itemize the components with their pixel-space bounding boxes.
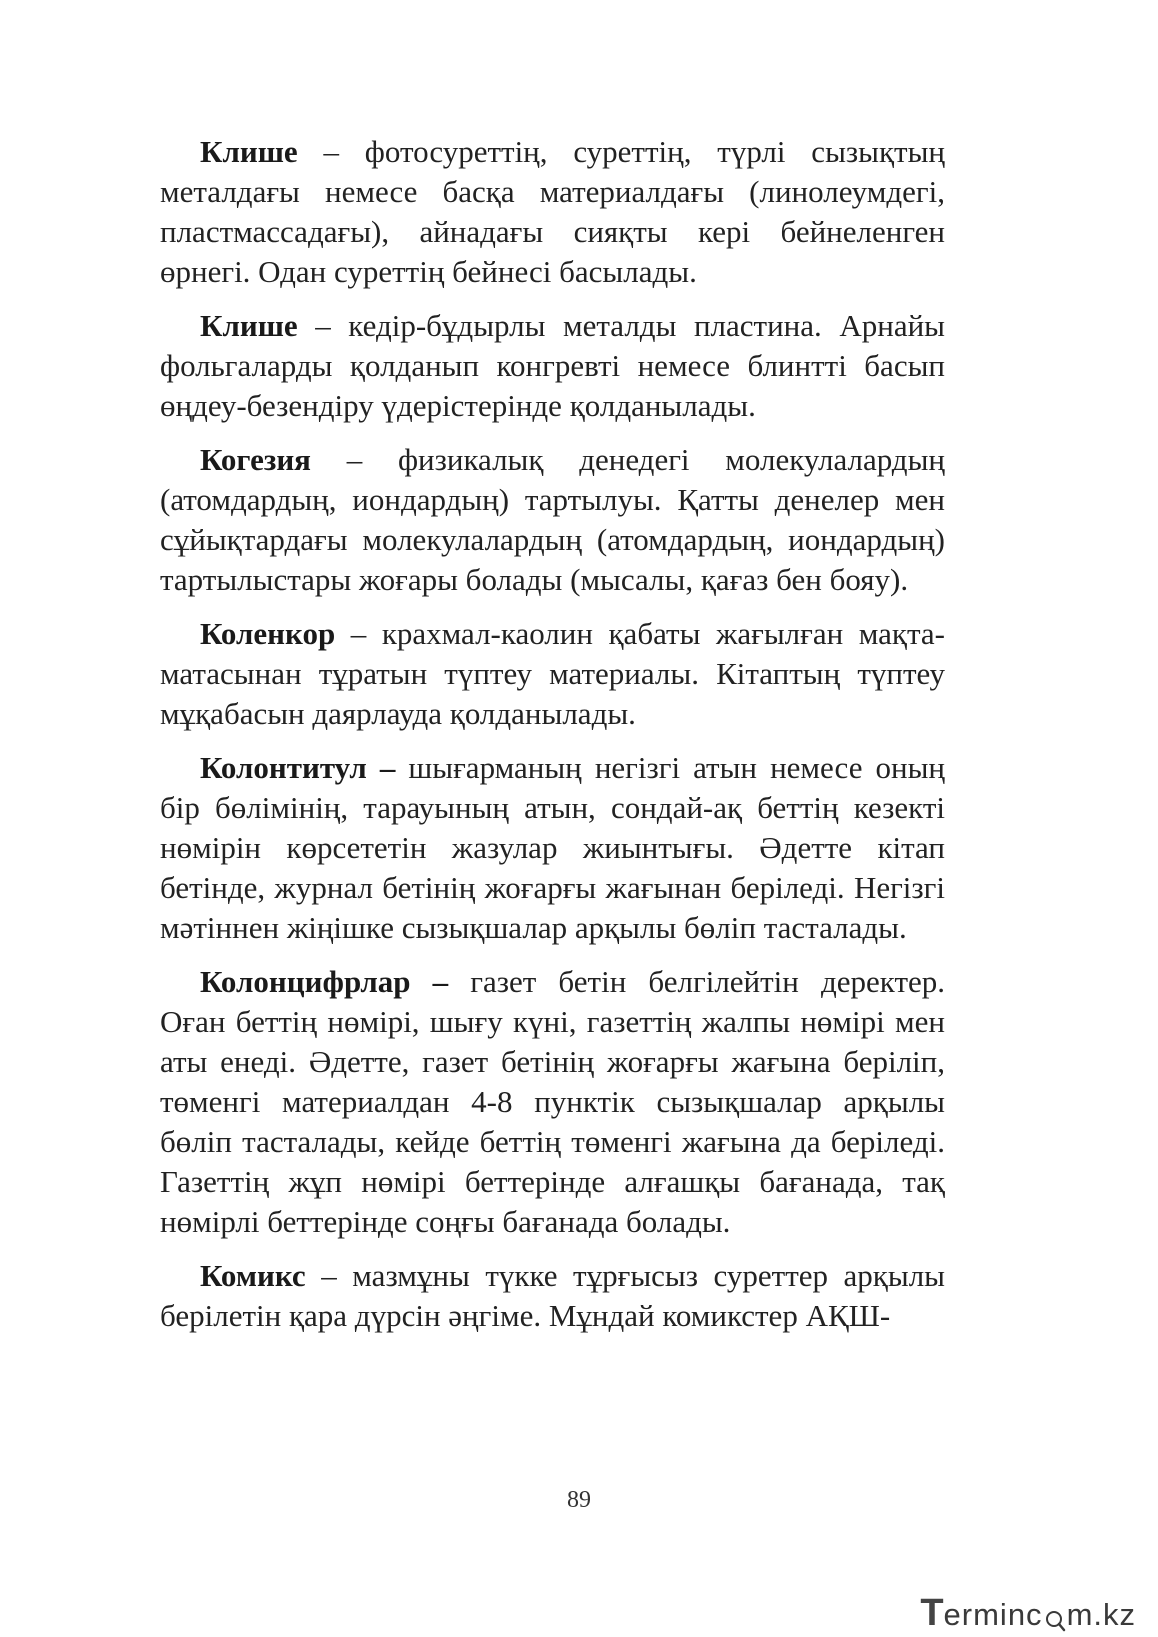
- entry-definition: – физикалық денедегі молекулалардың (атомдардың, иондардың) тартылуы. Қатты денелер мен сұйықтардағы молекулалардың (атомдардың, иондардың) тартылыстары жоғары болады (мысалы, қағаз бен бояу).: [160, 442, 945, 597]
- entry-term: Клише: [200, 308, 298, 343]
- glossary-entry: [160, 132, 945, 292]
- entry-definition: – крахмал-каолин қабаты жағылған мақта-матасынан тұратын түптеу материалы. Кітаптың түптеу мұқабасын даярлауда қолданылады.: [160, 616, 945, 731]
- glossary-entry: [160, 1256, 945, 1336]
- entry-definition: шығарманың негізгі атын немесе оның бір бөлімінің, тарауының атын, сондай-ақ беттің кезекті нөмірін көрсететін жазулар жиынтығы. Әдетте кітап бетінде, журнал бетінің жоғарғы жағынан беріледі. Негізгі мәтіннен жіңішке сызықшалар арқылы бөліп тасталады.: [160, 750, 946, 945]
- termincom-watermark: [920, 1588, 1136, 1632]
- watermark-initial: T: [920, 1592, 944, 1634]
- entry-definition: – мазмұны түкке тұрғысыз суреттер арқылы берілетін қара дүрсін әңгіме. Мұндай комикстер АҚШ-: [160, 1258, 945, 1333]
- page-number: 89: [567, 1487, 591, 1513]
- entry-term: Колонцифрлар –: [200, 964, 449, 999]
- entry-term: Комикс: [200, 1258, 306, 1293]
- entry-term: Когезия: [200, 442, 311, 477]
- glossary-entry: [160, 440, 945, 600]
- entry-term: Клише: [200, 134, 298, 169]
- document-body: [160, 132, 945, 1350]
- watermark-text-start: erminc: [943, 1597, 1043, 1632]
- watermark-text-end: m.kz: [1066, 1597, 1136, 1632]
- entry-definition: – фотосуреттің, суреттің, түрлі сызықтың металдағы немесе басқа материалдағы (линолеумдегі, пластмассадағы), айнадағы сияқты кері бейнеленген өрнегі. Одан суреттің бейнесі басылады.: [160, 134, 945, 289]
- glossary-entry: [160, 748, 945, 948]
- glossary-entry: [160, 962, 945, 1242]
- entry-definition: – кедір-бұдырлы металды пластина. Арнайы фольгаларды қолданып конгревті немесе блинтті басып өңдеу-безендіру үдерістерінде қолданылады.: [160, 308, 945, 423]
- glossary-entry: [160, 306, 945, 426]
- entry-definition: газет бетін белгілейтін деректер. Оған беттің нөмірі, шығу күні, газеттің жалпы нөмірі мен аты енеді. Әдетте, газет бетінің жоғарғы жағына беріліп, төменгі материалдан 4-8 пунктік сызықшалар арқылы бөліп тасталады, кейде беттің төменгі жағына да беріледі. Газеттің жұп нөмірі беттерінде алғашқы бағанада, тақ нөмірлі беттерінде соңғы бағанада болады.: [160, 964, 945, 1239]
- glossary-entry: [160, 614, 945, 734]
- entry-term: Колонтитул –: [200, 750, 396, 785]
- entry-term: Коленкор: [200, 616, 336, 651]
- magnifier-icon: [1044, 1604, 1066, 1632]
